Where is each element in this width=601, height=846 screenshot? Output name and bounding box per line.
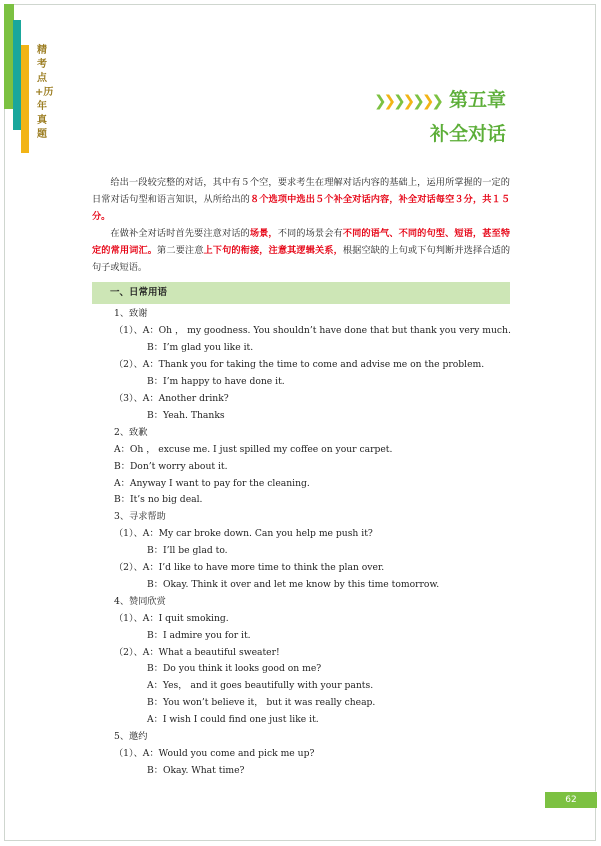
intro-paragraph-2 [92,226,510,277]
intro-text: 给出一段较完整的对话，其中有５个空，要求考生在理解对话内容的基础上，运用所掌握的一定的日常对话句型和语言知识，从所给出的 [92,177,510,205]
page-number: 62 [545,792,597,808]
side-label: 精考点+历年真题 [35,45,54,140]
dialogue-list [92,306,510,779]
dialogue-line: （1）、A：Would you come and pick me up? [114,748,315,759]
intro-emphasis: ８个选项中选出５个补全对话内容，补全对话每空３分，共１５分。 [92,193,511,222]
intro-emphasis: 不同的语气、不同的句型、短语，甚至特定的常用词汇。 [92,227,511,256]
dialogue-line: 5、邀约 [114,731,148,743]
dialogue-line: B：It’s no big deal. [114,494,203,506]
chapter-heading [374,85,506,146]
intro-text: 根据空缺的上句或下句判断并选择合适的句子或短语。 [92,244,511,273]
dialogue-line: A：I wish I could find one just like it. [147,714,319,726]
dialogue-line: B：Do you think it looks good on me? [147,663,322,675]
main-content [92,175,510,780]
dialogue-line: B：I’ll be glad to. [147,545,228,557]
dialogue-line: 1、致谢 [114,308,148,320]
dialogue-line: B：I admire you for it. [147,629,251,641]
intro-emphasis: 上下句的衔接，注意其逻辑关系， [203,244,343,256]
dialogue-line: （2）、A：What a beautiful sweater! [114,646,280,658]
dialogue-line: （1）、A：I quit smoking. [114,612,229,624]
dialogue-line: A：Oh ， excuse me. I just spilled my coffee on your carpet. [114,443,393,455]
intro-text: 在做补全对话时首先要注意对话的 [110,227,250,239]
chevron-arrows-icon: ❯❯❯❯❯❯❯ [373,92,441,110]
chapter-title: 补全对话 [429,123,506,145]
dialogue-line: B：Don’t worry about it. [114,460,228,472]
dialogue-line: （1）、A：Oh ， my goodness. You shouldn’t have done that but thank you very much. [114,325,511,337]
chapter-number: 第五章 [448,89,506,111]
dialogue-line: B：I’m happy to have done it. [147,376,285,388]
intro-text: 不同的场景会有 [277,227,343,239]
dialogue-line: 2、致歉 [114,426,148,438]
dialogue-line: B：Yeah. Thanks [147,409,225,421]
decor-bar-yellow [21,45,29,153]
dialogue-line: （1）、A：My car broke down. Can you help me push it? [114,528,373,540]
dialogue-line: B：I’m glad you like it. [147,342,254,354]
dialogue-line: A：Anyway I want to pay for the cleaning. [114,477,310,489]
intro-text: 第二要注意 [157,244,204,256]
dialogue-line: 4、赞同欣赏 [114,595,166,607]
dialogue-line: （2）、A：Thank you for taking the time to come and advise me on the problem. [114,359,485,371]
dialogue-line: B：Okay. Think it over and let me know by this time tomorrow. [147,578,440,590]
intro-emphasis: 场景， [249,227,278,239]
dialogue-line: （3）、A：Another drink? [114,392,229,404]
dialogue-line: A：Yes， and it goes beautifully with your pants. [147,680,374,692]
section-title: 一、日常用语 [92,282,510,304]
dialogue-line: B：Okay. What time? [147,764,245,776]
intro-paragraph-1 [92,175,510,226]
dialogue-line: （2）、A：I’d like to have more time to think the plan over. [114,562,385,574]
dialogue-line: 3、寻求帮助 [114,511,166,523]
decor-bar-teal [13,20,21,130]
dialogue-line: B：You won’t believe it， but it was really cheap. [147,697,376,709]
